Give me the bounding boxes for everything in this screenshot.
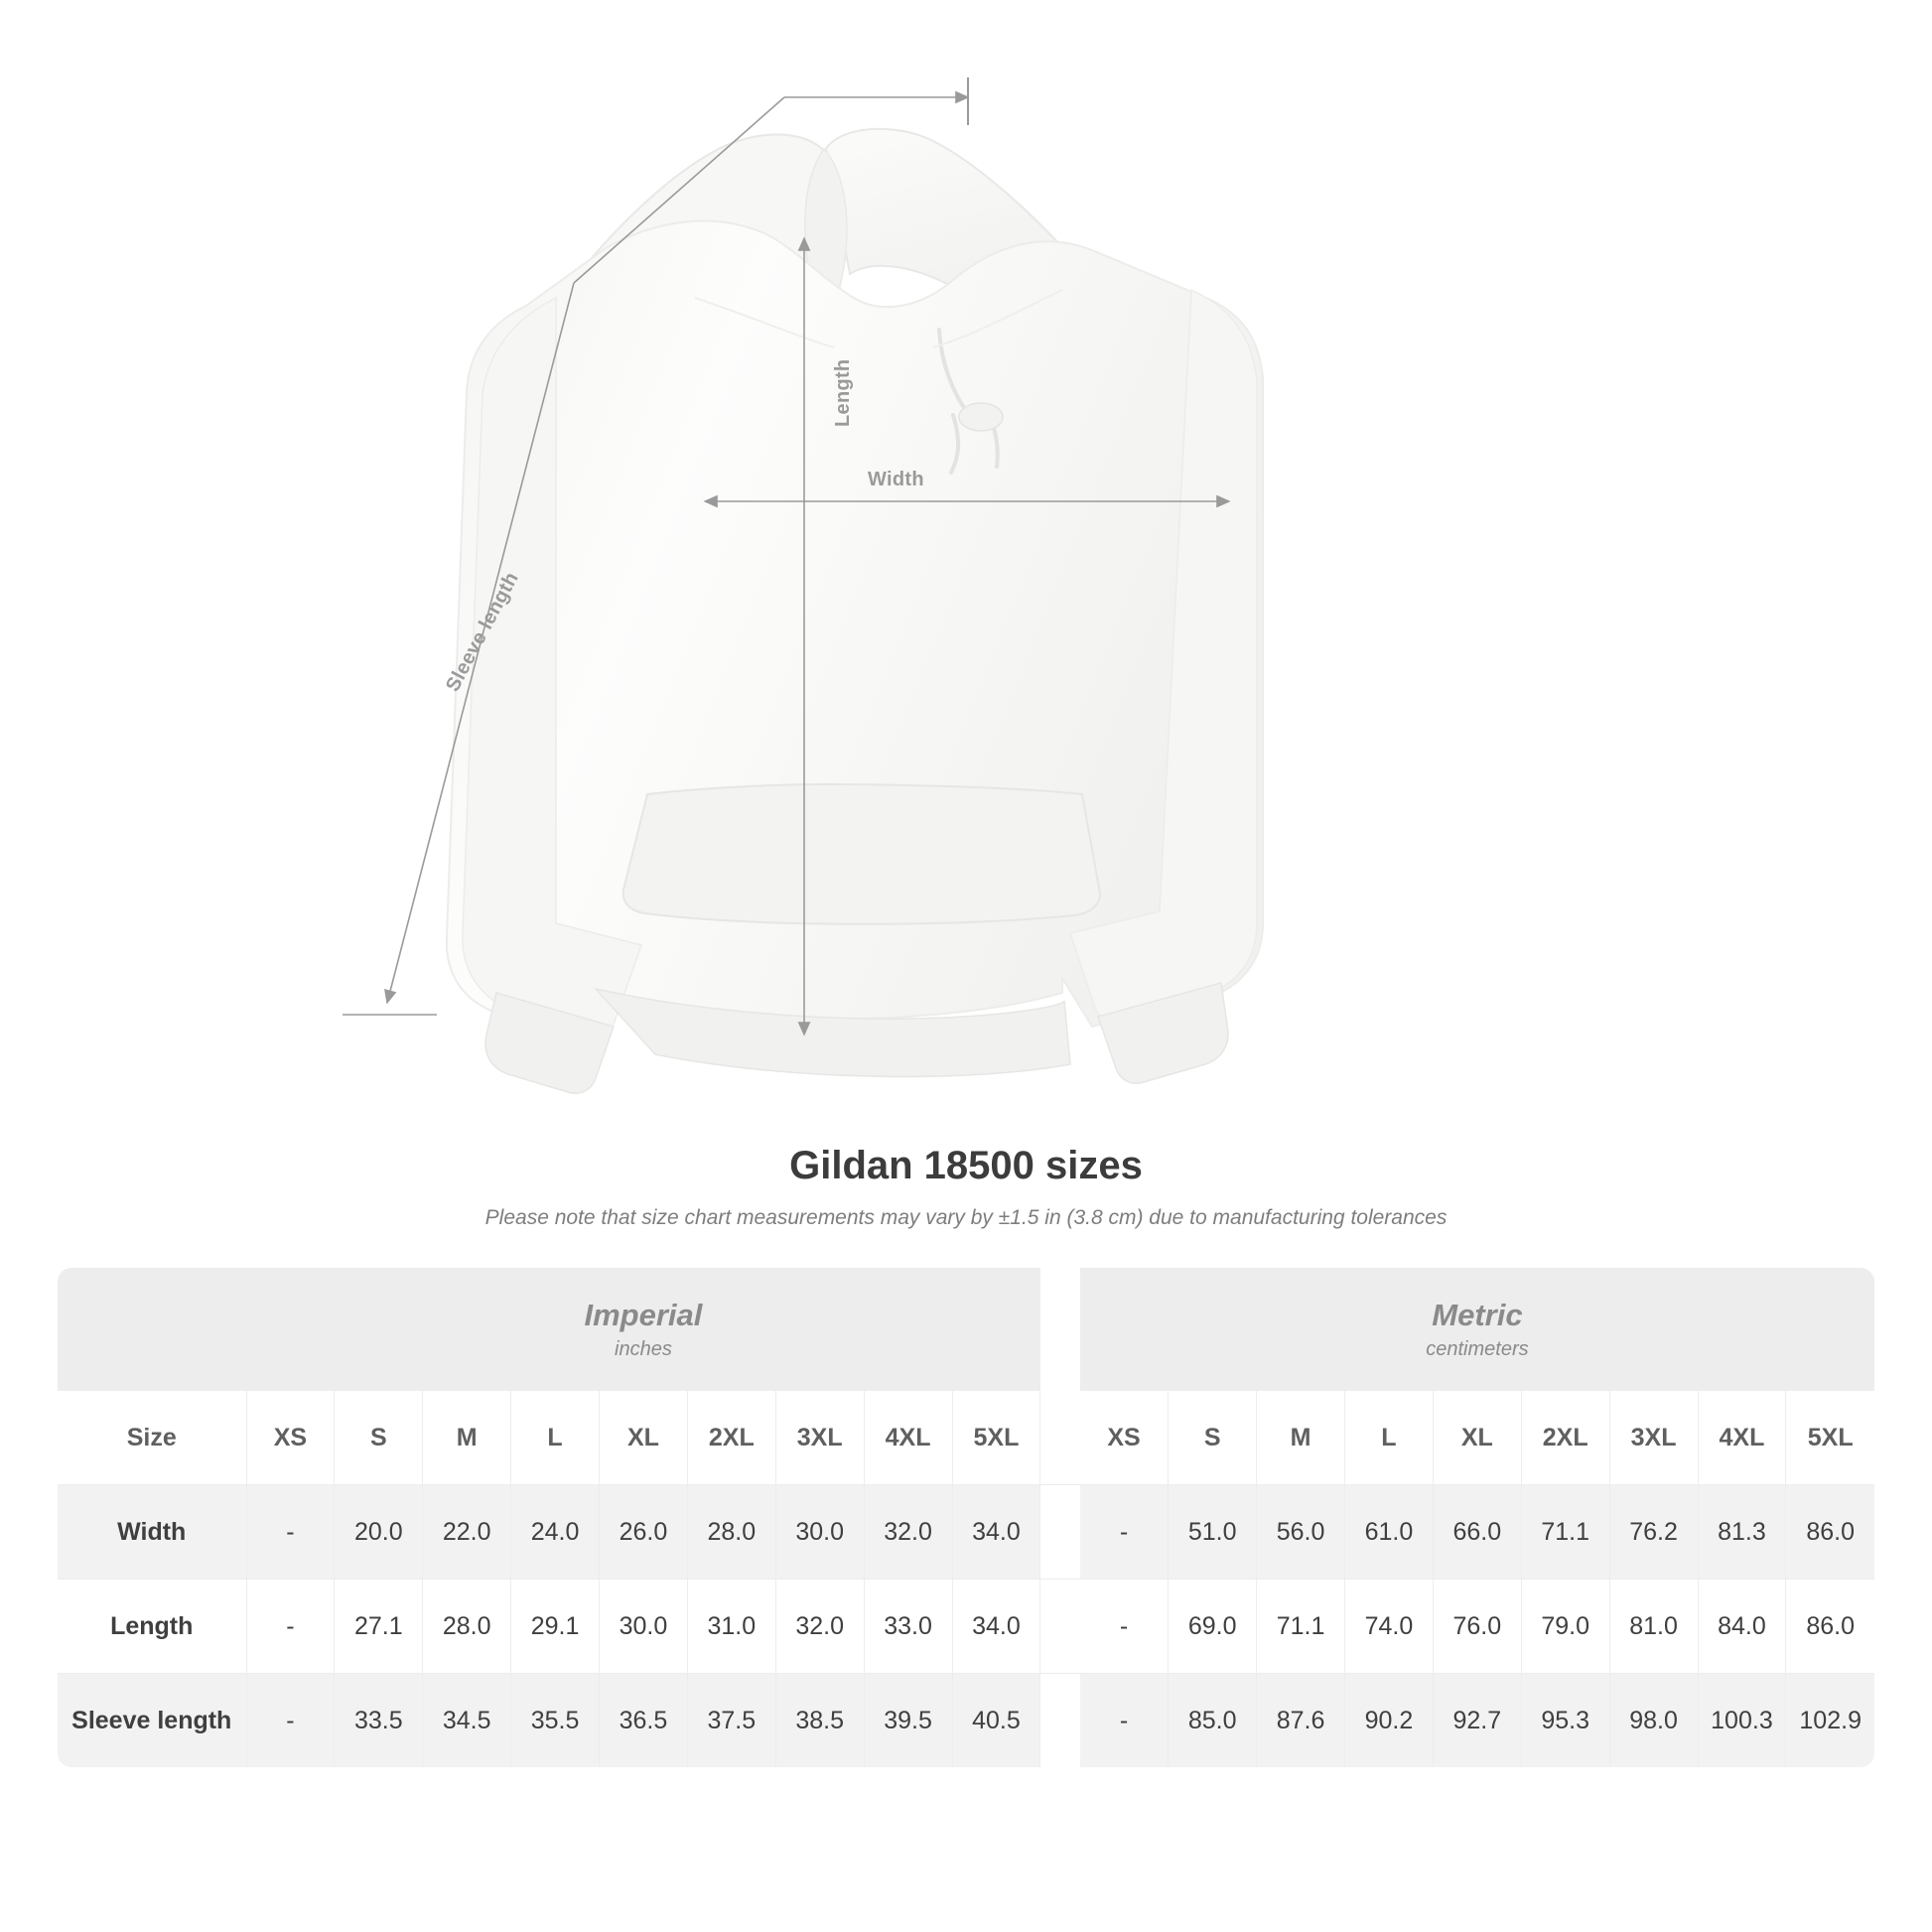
tolerance-note: Please note that size chart measurements may vary by ±1.5 in (3.8 cm) due to manufacturing tolerances bbox=[484, 1206, 1448, 1229]
header-size-imp-2: M bbox=[423, 1391, 511, 1485]
header-size-imp-5: 2XL bbox=[687, 1391, 775, 1485]
cell-length-met-3xl: 81.0 bbox=[1609, 1580, 1698, 1674]
cell-length-imp-2xl: 31.0 bbox=[687, 1580, 775, 1674]
header-size-met-0: XS bbox=[1080, 1391, 1169, 1485]
cell-width-met-xl: 66.0 bbox=[1433, 1485, 1521, 1580]
size-table-wrapper bbox=[58, 1268, 1874, 1767]
header-size-met-6: 3XL bbox=[1609, 1391, 1698, 1485]
hoodie-body bbox=[447, 129, 1263, 1093]
unit-system-row bbox=[58, 1268, 1874, 1391]
cell-sleeve-met-3xl: 98.0 bbox=[1609, 1674, 1698, 1768]
cell-width-imp-l: 24.0 bbox=[511, 1485, 600, 1580]
header-gap bbox=[1040, 1391, 1080, 1485]
cell-length-imp-l: 29.1 bbox=[511, 1580, 600, 1674]
cell-length-imp-4xl: 33.0 bbox=[864, 1580, 952, 1674]
header-size-imp-8: 5XL bbox=[952, 1391, 1040, 1485]
header-size-imp-0: XS bbox=[246, 1391, 335, 1485]
header-size-met-7: 4XL bbox=[1698, 1391, 1786, 1485]
header-size-met-5: 2XL bbox=[1521, 1391, 1609, 1485]
cell-length-imp-3xl: 32.0 bbox=[775, 1580, 864, 1674]
cell-width-met-2xl: 71.1 bbox=[1521, 1485, 1609, 1580]
cell-length-imp-s: 27.1 bbox=[335, 1580, 423, 1674]
title-block bbox=[0, 1144, 1932, 1230]
cell-sleeve-imp-xl: 36.5 bbox=[600, 1674, 688, 1768]
cell-sleeve-imp-4xl: 39.5 bbox=[864, 1674, 952, 1768]
cell-length-met-xl: 76.0 bbox=[1433, 1580, 1521, 1674]
cell-width-met-3xl: 76.2 bbox=[1609, 1485, 1698, 1580]
cell-width-imp-xl: 26.0 bbox=[600, 1485, 688, 1580]
cell-width-imp-3xl: 30.0 bbox=[775, 1485, 864, 1580]
cell-sleeve-imp-xs: - bbox=[246, 1674, 335, 1768]
cell-sleeve-met-s: 85.0 bbox=[1169, 1674, 1257, 1768]
cell-length-met-2xl: 79.0 bbox=[1521, 1580, 1609, 1674]
table-row bbox=[58, 1674, 1874, 1768]
cell-width-met-m: 56.0 bbox=[1257, 1485, 1345, 1580]
cell-sleeve-imp-2xl: 37.5 bbox=[687, 1674, 775, 1768]
length-label: Length bbox=[832, 358, 854, 427]
cell-sleeve-met-m: 87.6 bbox=[1257, 1674, 1345, 1768]
cell-length-met-5xl: 86.0 bbox=[1786, 1580, 1874, 1674]
header-size-imp-1: S bbox=[335, 1391, 423, 1485]
cell-sleeve-met-l: 90.2 bbox=[1345, 1674, 1434, 1768]
header-size-imp-3: L bbox=[511, 1391, 600, 1485]
imperial-unit: inches bbox=[615, 1338, 672, 1361]
cell-sleeve-met-2xl: 95.3 bbox=[1521, 1674, 1609, 1768]
metric-unit: centimeters bbox=[1426, 1338, 1529, 1361]
row-gap-sleeve bbox=[1040, 1674, 1080, 1768]
cell-width-imp-m: 22.0 bbox=[423, 1485, 511, 1580]
cell-sleeve-imp-l: 35.5 bbox=[511, 1674, 600, 1768]
header-size-met-3: L bbox=[1345, 1391, 1434, 1485]
cell-length-met-s: 69.0 bbox=[1169, 1580, 1257, 1674]
cell-length-imp-5xl: 34.0 bbox=[952, 1580, 1040, 1674]
row-gap-width bbox=[1040, 1485, 1080, 1580]
page-title: Gildan 18500 sizes bbox=[789, 1144, 1143, 1187]
row-label-sleeve-length: Sleeve length bbox=[58, 1674, 246, 1768]
cell-sleeve-imp-5xl: 40.5 bbox=[952, 1674, 1040, 1768]
cell-length-met-l: 74.0 bbox=[1345, 1580, 1434, 1674]
imperial-name: Imperial bbox=[584, 1297, 703, 1332]
row-label-length: Length bbox=[58, 1580, 246, 1674]
cell-width-met-4xl: 81.3 bbox=[1698, 1485, 1786, 1580]
cell-length-met-m: 71.1 bbox=[1257, 1580, 1345, 1674]
header-size-met-1: S bbox=[1169, 1391, 1257, 1485]
cell-length-met-4xl: 84.0 bbox=[1698, 1580, 1786, 1674]
header-size-imp-6: 3XL bbox=[775, 1391, 864, 1485]
cell-width-imp-2xl: 28.0 bbox=[687, 1485, 775, 1580]
table-row bbox=[58, 1485, 1874, 1580]
cell-sleeve-met-5xl: 102.9 bbox=[1786, 1674, 1874, 1768]
cell-width-imp-xs: - bbox=[246, 1485, 335, 1580]
metric-name: Metric bbox=[1432, 1297, 1523, 1332]
cell-sleeve-met-xl: 92.7 bbox=[1433, 1674, 1521, 1768]
table-header-row bbox=[58, 1391, 1874, 1485]
row-gap-length bbox=[1040, 1580, 1080, 1674]
cell-length-imp-xs: - bbox=[246, 1580, 335, 1674]
cell-sleeve-met-xs: - bbox=[1080, 1674, 1169, 1768]
cell-width-imp-5xl: 34.0 bbox=[952, 1485, 1040, 1580]
header-size-imp-4: XL bbox=[600, 1391, 688, 1485]
cell-width-met-5xl: 86.0 bbox=[1786, 1485, 1874, 1580]
header-size: Size bbox=[58, 1391, 246, 1485]
cell-sleeve-imp-m: 34.5 bbox=[423, 1674, 511, 1768]
width-label: Width bbox=[868, 469, 924, 490]
unit-system-gap bbox=[1040, 1268, 1080, 1391]
header-size-met-8: 5XL bbox=[1786, 1391, 1874, 1485]
unit-system-metric bbox=[1080, 1268, 1874, 1391]
cell-width-met-l: 61.0 bbox=[1345, 1485, 1434, 1580]
sleeve-length-label: Sleeve length bbox=[442, 568, 523, 696]
cell-length-imp-xl: 30.0 bbox=[600, 1580, 688, 1674]
cell-width-imp-4xl: 32.0 bbox=[864, 1485, 952, 1580]
cell-sleeve-met-4xl: 100.3 bbox=[1698, 1674, 1786, 1768]
unit-system-spacer bbox=[58, 1268, 246, 1391]
row-label-width: Width bbox=[58, 1485, 246, 1580]
header-size-imp-7: 4XL bbox=[864, 1391, 952, 1485]
cell-width-met-xs: - bbox=[1080, 1485, 1169, 1580]
cell-length-met-xs: - bbox=[1080, 1580, 1169, 1674]
size-table bbox=[58, 1268, 1874, 1767]
cell-width-met-s: 51.0 bbox=[1169, 1485, 1257, 1580]
unit-system-imperial bbox=[246, 1268, 1040, 1391]
cell-sleeve-imp-s: 33.5 bbox=[335, 1674, 423, 1768]
cell-length-imp-m: 28.0 bbox=[423, 1580, 511, 1674]
cell-width-imp-s: 20.0 bbox=[335, 1485, 423, 1580]
table-row bbox=[58, 1580, 1874, 1674]
header-size-met-2: M bbox=[1257, 1391, 1345, 1485]
cell-sleeve-imp-3xl: 38.5 bbox=[775, 1674, 864, 1768]
header-size-met-4: XL bbox=[1433, 1391, 1521, 1485]
